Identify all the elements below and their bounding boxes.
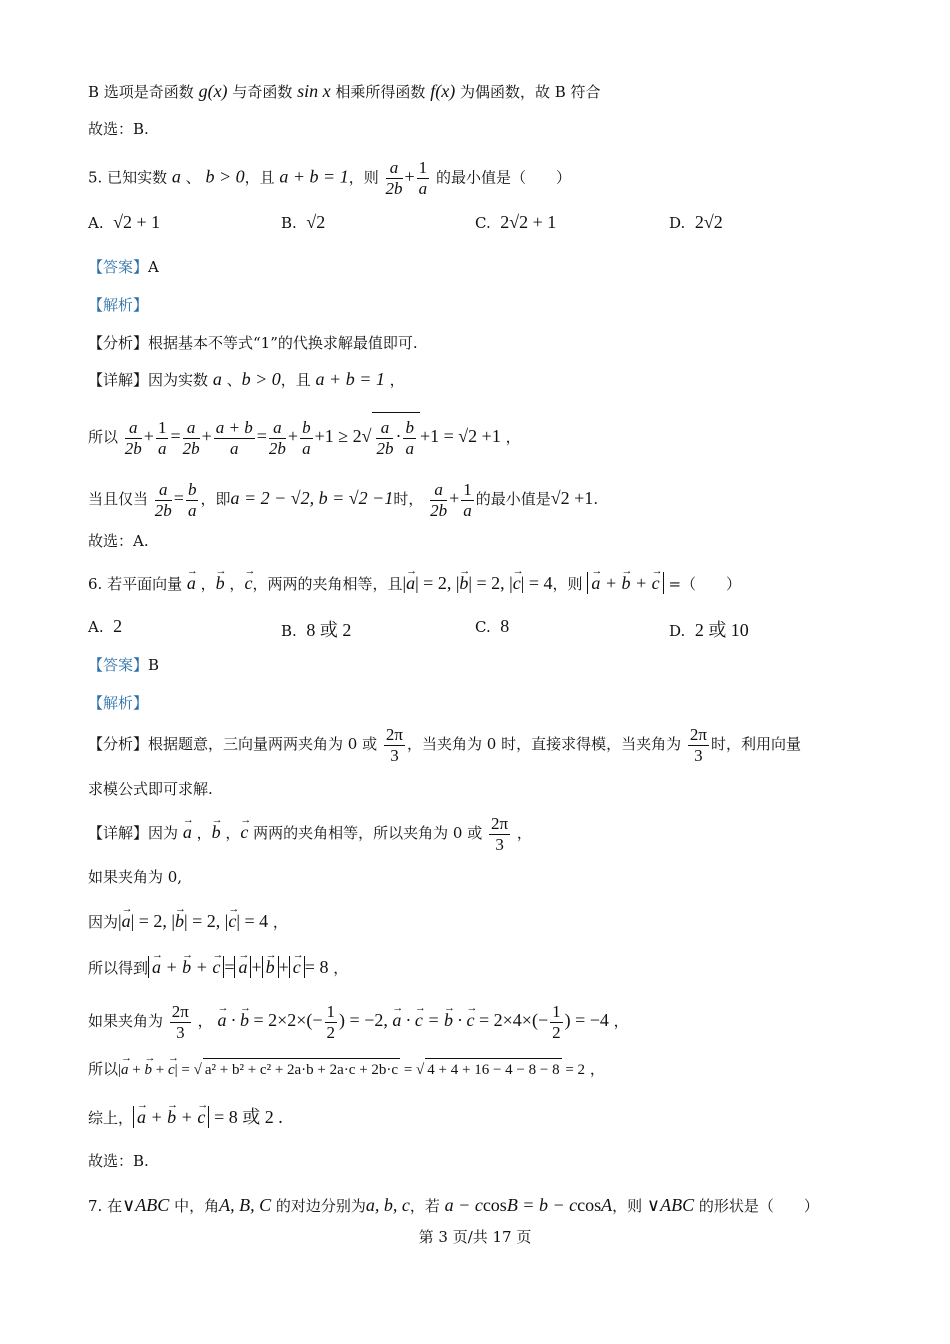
q6-choose: 故选：B. [88, 1152, 149, 1170]
q4-choose: 故选：B. [88, 120, 149, 138]
q5-option-b: B. √2 [281, 212, 326, 232]
q6-because: 因为|→ a| = 2, |→ b| = 2, |→ c| = 4 ， [88, 910, 288, 933]
q5-choose: 故选：A. [88, 532, 149, 550]
q6-so-get: 所以得到→ a + → b + → c =→ a +→ b +→ c = 8 ， [88, 956, 348, 979]
q6-fenxi: 【分析】根据题意，三向量两两夹角为 0 或 $\frac{2\pi}{3}$ ，当夹角为 0 时，直接求得模，当夹角为 $\frac{2\pi}{3}$ 时，利用向量 [88, 724, 801, 765]
q6-detail-1: 【详解】因为 → a ，→ b ，→ c 两两的夹角相等，所以夹角为 0 或 $\frac{2\pi}{3}$ ， [88, 810, 532, 855]
q5-answer: 【答案】A [88, 258, 159, 276]
q6-answer: 【答案】B [88, 656, 160, 674]
q4-conclusion: B 选项是奇函数 g(x) 与奇函数 sin x 相乘所得函数 f(x) 为偶函数，故 B 符合 [88, 81, 601, 101]
q6-option-d: D. 2 或 10 [669, 620, 749, 640]
q6-option-a: A. 2 [88, 616, 123, 636]
q5-option-d: D. 2√2 [669, 212, 723, 232]
q7-stem: 7. 在∨ABC 中，角A, B, C 的对边分别为a, b, c，若 a − ccosB = b − ccosA，则 ∨ABC 的形状是（ ） [88, 1195, 819, 1215]
q5-option-c: C. 2√2 + 1 [475, 212, 557, 232]
q5-fenxi: 【分析】根据基本不等式“1”的代换求解最值即可. [88, 334, 418, 352]
q6-stem: 6. 若平面向量 → a ，→ b ，→ c，两两的夹角相等，且|→ a| = 2, |→ b| = 2, |→ c| = 4，则 → a + → b + → c =（ ） [88, 572, 741, 595]
q6-summary: 综上，→ a + → b + → c = 8 或 2 . [88, 1106, 283, 1129]
q5-detail-2: 所以 $\frac{a}{2b}$ + $\frac{1}{a}$ = $\frac{a}{2b}$ + $\frac{a + b}{a}$ = $\frac{a}{2b}$ + $\frac{b}{a}$ +1 ≥ 2√ $\frac{a}{2b}$ · $\frac{b}{a}$ +1 = √2 +1 ， [88, 412, 521, 460]
q6-option-b: B. 8 或 2 [281, 620, 352, 640]
q6-option-c: C. 8 [475, 616, 510, 636]
q5-detail-1: 【详解】因为实数 a 、b > 0，且 a + b = 1 ， [88, 369, 405, 389]
q5-detail-3: 当且仅当 $\frac{a}{2b}$ = $\frac{b}{a}$ ，即a = 2 − √2, b = √2 −1时， $\frac{a}{2b}$ + $\frac{1}{a}$ 的最小值是√2 +1. [88, 479, 599, 520]
q6-case1: 如果夹角为 0, [88, 868, 183, 886]
q6-fenxi-2: 求模公式即可求解. [88, 780, 213, 798]
q6-case2: 如果夹角为 $\frac{2\pi}{3}$ ， → a · → b = 2×2×(− $\frac{1}{2}$ ) = −2, → a · → c = → b · → c = 2×4×(− $\frac{1}{2}$ ) = −4 ， [88, 998, 629, 1043]
q5-option-a: A. √2 + 1 [88, 212, 161, 232]
q6-analysis-tag: 【解析】 [88, 694, 149, 712]
page-footer: 第 3 页/共 17 页 [418, 1228, 532, 1246]
q5-analysis-tag: 【解析】 [88, 296, 149, 314]
q6-so: 所以|→ a + → b + → c| = √ a² + b² + c² + 2a·b + 2a·c + 2b·c = √ 4 + 4 + 16 − 4 − 8 − 8 = 2 ， [88, 1058, 605, 1081]
q5-stem: 5. 已知实数 a 、 b > 0，且 a + b = 1，则 $\frac{a}{2b}$ + $\frac{1}{a}$ 的最小值是（ ） [88, 158, 571, 198]
